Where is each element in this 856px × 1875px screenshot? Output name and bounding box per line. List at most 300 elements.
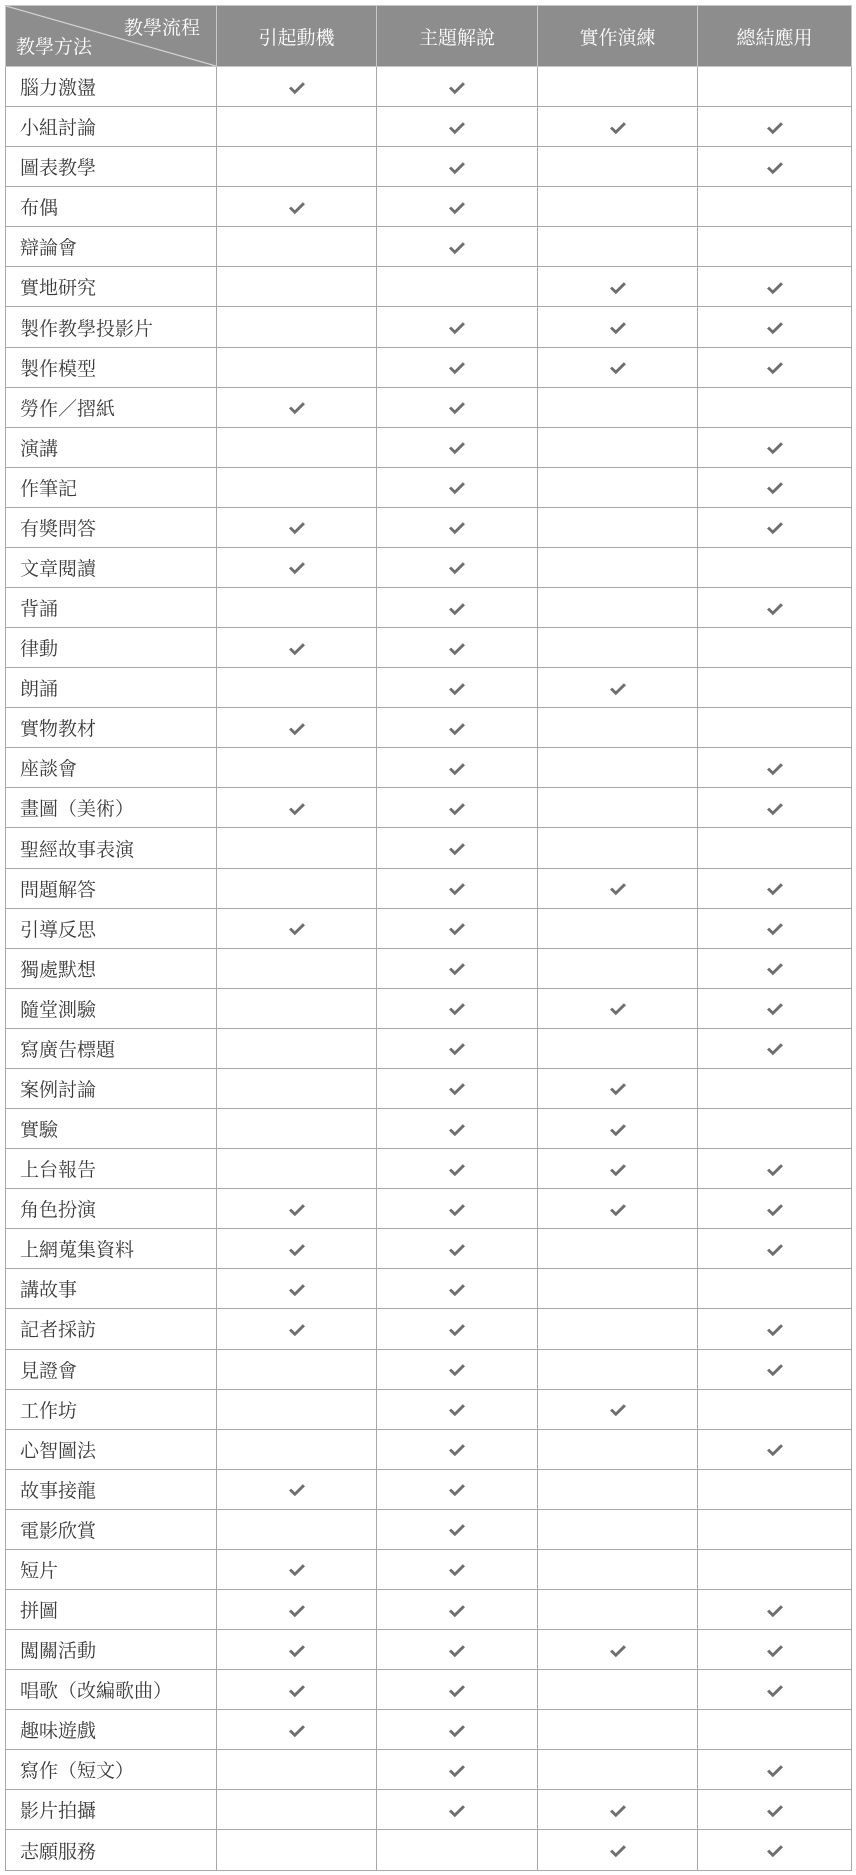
mark-cell-explanation <box>377 1028 538 1068</box>
mark-cell-motivation <box>217 1429 377 1469</box>
check-icon <box>766 602 784 616</box>
method-name: 小組討論 <box>6 107 217 147</box>
check-icon <box>766 281 784 295</box>
method-name: 電影欣賞 <box>6 1509 217 1549</box>
mark-cell-explanation <box>377 1429 538 1469</box>
method-name: 寫廣告標題 <box>6 1028 217 1068</box>
mark-cell-motivation <box>217 1509 377 1549</box>
check-icon <box>448 602 466 616</box>
check-icon <box>609 121 627 135</box>
method-name: 心智圖法 <box>6 1429 217 1469</box>
check-icon <box>288 1684 306 1698</box>
mark-cell-practice <box>538 227 698 267</box>
check-icon <box>766 481 784 495</box>
mark-cell-explanation <box>377 467 538 507</box>
mark-cell-application <box>698 1068 852 1108</box>
mark-cell-motivation <box>217 628 377 668</box>
mark-cell-explanation <box>377 628 538 668</box>
check-icon <box>288 521 306 535</box>
mark-cell-explanation <box>377 1389 538 1429</box>
method-name: 作筆記 <box>6 467 217 507</box>
mark-cell-explanation <box>377 868 538 908</box>
method-name: 講故事 <box>6 1269 217 1309</box>
table-row <box>6 708 852 748</box>
mark-cell-practice <box>538 708 698 748</box>
method-name: 上網蒐集資料 <box>6 1229 217 1269</box>
mark-cell-practice <box>538 267 698 307</box>
mark-cell-application <box>698 67 852 107</box>
table-row <box>6 1229 852 1269</box>
mark-cell-explanation <box>377 507 538 547</box>
check-icon <box>609 1002 627 1016</box>
check-icon <box>448 1203 466 1217</box>
table-row <box>6 1469 852 1509</box>
mark-cell-explanation <box>377 147 538 187</box>
mark-cell-explanation <box>377 1229 538 1269</box>
mark-cell-application <box>698 948 852 988</box>
check-icon <box>766 1764 784 1778</box>
method-name: 寫作（短文） <box>6 1750 217 1790</box>
mark-cell-explanation <box>377 227 538 267</box>
check-icon <box>448 882 466 896</box>
mark-cell-motivation <box>217 1469 377 1509</box>
mark-cell-application <box>698 1028 852 1068</box>
mark-cell-motivation <box>217 1630 377 1670</box>
check-icon <box>288 201 306 215</box>
mark-cell-explanation <box>377 307 538 347</box>
mark-cell-practice <box>538 1830 698 1871</box>
mark-cell-motivation <box>217 908 377 948</box>
check-icon <box>288 561 306 575</box>
method-name: 座談會 <box>6 748 217 788</box>
mark-cell-application <box>698 628 852 668</box>
table-row <box>6 1389 852 1429</box>
check-icon <box>609 1403 627 1417</box>
check-icon <box>609 1203 627 1217</box>
method-name: 製作教學投影片 <box>6 307 217 347</box>
mark-cell-practice <box>538 1109 698 1149</box>
mark-cell-application <box>698 1750 852 1790</box>
check-icon <box>766 1243 784 1257</box>
mark-cell-practice <box>538 467 698 507</box>
mark-cell-practice <box>538 387 698 427</box>
check-icon <box>766 802 784 816</box>
mark-cell-motivation <box>217 708 377 748</box>
mark-cell-motivation <box>217 788 377 828</box>
check-icon <box>288 1243 306 1257</box>
mark-cell-explanation <box>377 1469 538 1509</box>
check-icon <box>609 1804 627 1818</box>
check-icon <box>288 922 306 936</box>
mark-cell-explanation <box>377 547 538 587</box>
table-row <box>6 1149 852 1189</box>
mark-cell-application <box>698 267 852 307</box>
check-icon <box>609 1163 627 1177</box>
check-icon <box>448 121 466 135</box>
check-icon <box>448 1764 466 1778</box>
table-row <box>6 1589 852 1629</box>
mark-cell-explanation <box>377 708 538 748</box>
mark-cell-application <box>698 788 852 828</box>
table-row <box>6 1670 852 1710</box>
table-row <box>6 1189 852 1229</box>
check-icon <box>448 561 466 575</box>
mark-cell-application <box>698 868 852 908</box>
mark-cell-application <box>698 1309 852 1349</box>
check-icon <box>448 1684 466 1698</box>
method-name: 故事接龍 <box>6 1469 217 1509</box>
mark-cell-motivation <box>217 1109 377 1149</box>
check-icon <box>766 1844 784 1858</box>
mark-cell-application <box>698 1109 852 1149</box>
mark-cell-motivation <box>217 1790 377 1830</box>
check-icon <box>288 1724 306 1738</box>
mark-cell-application <box>698 547 852 587</box>
method-name: 有獎問答 <box>6 507 217 547</box>
mark-cell-explanation <box>377 387 538 427</box>
check-icon <box>448 1604 466 1618</box>
check-icon <box>448 1123 466 1137</box>
mark-cell-motivation <box>217 307 377 347</box>
check-icon <box>448 1323 466 1337</box>
mark-cell-motivation <box>217 1269 377 1309</box>
mark-cell-practice <box>538 1269 698 1309</box>
check-icon <box>288 722 306 736</box>
check-icon <box>609 882 627 896</box>
mark-cell-motivation <box>217 1028 377 1068</box>
mark-cell-explanation <box>377 1670 538 1710</box>
mark-cell-practice <box>538 507 698 547</box>
check-icon <box>766 121 784 135</box>
method-name: 上台報告 <box>6 1149 217 1189</box>
check-icon <box>448 441 466 455</box>
check-icon <box>766 1443 784 1457</box>
check-icon <box>448 1042 466 1056</box>
check-icon <box>766 1323 784 1337</box>
table-row <box>6 788 852 828</box>
check-icon <box>288 1323 306 1337</box>
mark-cell-application <box>698 908 852 948</box>
check-icon <box>448 1243 466 1257</box>
table-row <box>6 107 852 147</box>
check-icon <box>448 1483 466 1497</box>
mark-cell-explanation <box>377 187 538 227</box>
method-name: 拼圖 <box>6 1589 217 1629</box>
mark-cell-explanation <box>377 67 538 107</box>
method-name: 律動 <box>6 628 217 668</box>
check-icon <box>766 321 784 335</box>
check-icon <box>448 481 466 495</box>
mark-cell-application <box>698 1269 852 1309</box>
mark-cell-explanation <box>377 1710 538 1750</box>
mark-cell-motivation <box>217 67 377 107</box>
check-icon <box>448 1804 466 1818</box>
mark-cell-motivation <box>217 427 377 467</box>
method-name: 隨堂測驗 <box>6 988 217 1028</box>
mark-cell-application <box>698 147 852 187</box>
check-icon <box>766 361 784 375</box>
teaching-methods-table <box>5 5 852 1871</box>
method-name: 製作模型 <box>6 347 217 387</box>
check-icon <box>448 722 466 736</box>
phase-header-explanation: 主題解說 <box>377 6 538 67</box>
mark-cell-explanation <box>377 988 538 1028</box>
mark-cell-practice <box>538 1630 698 1670</box>
mark-cell-motivation <box>217 868 377 908</box>
mark-cell-practice <box>538 1670 698 1710</box>
mark-cell-application <box>698 988 852 1028</box>
mark-cell-practice <box>538 868 698 908</box>
check-icon <box>609 682 627 696</box>
mark-cell-practice <box>538 307 698 347</box>
method-name: 角色扮演 <box>6 1189 217 1229</box>
mark-cell-motivation <box>217 547 377 587</box>
mark-cell-application <box>698 1189 852 1229</box>
check-icon <box>766 521 784 535</box>
mark-cell-explanation <box>377 1068 538 1108</box>
mark-cell-motivation <box>217 1189 377 1229</box>
mark-cell-explanation <box>377 588 538 628</box>
mark-cell-practice <box>538 1549 698 1589</box>
mark-cell-application <box>698 1670 852 1710</box>
mark-cell-practice <box>538 427 698 467</box>
check-icon <box>766 1363 784 1377</box>
check-icon <box>766 762 784 776</box>
mark-cell-explanation <box>377 427 538 467</box>
mark-cell-application <box>698 1589 852 1629</box>
table-row <box>6 147 852 187</box>
mark-cell-practice <box>538 908 698 948</box>
check-icon <box>288 1563 306 1577</box>
check-icon <box>448 321 466 335</box>
check-icon <box>448 81 466 95</box>
check-icon <box>766 441 784 455</box>
mark-cell-explanation <box>377 267 538 307</box>
mark-cell-motivation <box>217 1389 377 1429</box>
mark-cell-motivation <box>217 147 377 187</box>
mark-cell-application <box>698 1710 852 1750</box>
table-row <box>6 267 852 307</box>
check-icon <box>448 1523 466 1537</box>
table-row <box>6 1830 852 1871</box>
table-row <box>6 1509 852 1549</box>
mark-cell-motivation <box>217 1710 377 1750</box>
mark-cell-motivation <box>217 1750 377 1790</box>
table-row <box>6 187 852 227</box>
check-icon <box>448 1283 466 1297</box>
mark-cell-explanation <box>377 788 538 828</box>
method-name: 問題解答 <box>6 868 217 908</box>
check-icon <box>448 1403 466 1417</box>
mark-cell-application <box>698 1389 852 1429</box>
mark-cell-application <box>698 1830 852 1871</box>
mark-cell-application <box>698 467 852 507</box>
mark-cell-practice <box>538 748 698 788</box>
mark-cell-practice <box>538 1710 698 1750</box>
mark-cell-explanation <box>377 1109 538 1149</box>
check-icon <box>448 1724 466 1738</box>
mark-cell-application <box>698 387 852 427</box>
table-row <box>6 1269 852 1309</box>
mark-cell-application <box>698 427 852 467</box>
check-icon <box>766 1604 784 1618</box>
table-row <box>6 868 852 908</box>
mark-cell-application <box>698 187 852 227</box>
check-icon <box>448 642 466 656</box>
check-icon <box>766 1042 784 1056</box>
mark-cell-explanation <box>377 1589 538 1629</box>
mark-cell-application <box>698 1229 852 1269</box>
mark-cell-motivation <box>217 988 377 1028</box>
table-row <box>6 1710 852 1750</box>
table-row <box>6 1549 852 1589</box>
check-icon <box>448 962 466 976</box>
mark-cell-motivation <box>217 1670 377 1710</box>
check-icon <box>288 1644 306 1658</box>
table-row <box>6 427 852 467</box>
check-icon <box>609 1644 627 1658</box>
method-name: 實物教材 <box>6 708 217 748</box>
mark-cell-explanation <box>377 828 538 868</box>
check-icon <box>448 1163 466 1177</box>
mark-cell-application <box>698 1790 852 1830</box>
table-row <box>6 507 852 547</box>
check-icon <box>448 241 466 255</box>
mark-cell-motivation <box>217 227 377 267</box>
table-row <box>6 67 852 107</box>
method-name: 背誦 <box>6 588 217 628</box>
mark-cell-practice <box>538 628 698 668</box>
mark-cell-motivation <box>217 748 377 788</box>
check-icon <box>288 81 306 95</box>
table-row <box>6 387 852 427</box>
mark-cell-practice <box>538 1149 698 1189</box>
mark-cell-practice <box>538 948 698 988</box>
check-icon <box>288 642 306 656</box>
check-icon <box>288 401 306 415</box>
mark-cell-practice <box>538 1790 698 1830</box>
method-name: 勞作／摺紙 <box>6 387 217 427</box>
check-icon <box>766 1203 784 1217</box>
table-row <box>6 1750 852 1790</box>
mark-cell-practice <box>538 788 698 828</box>
check-icon <box>609 321 627 335</box>
mark-cell-practice <box>538 668 698 708</box>
corner-label-method: 教學方法 <box>16 36 93 58</box>
mark-cell-application <box>698 668 852 708</box>
check-icon <box>448 361 466 375</box>
mark-cell-application <box>698 588 852 628</box>
check-icon <box>288 802 306 816</box>
check-icon <box>766 882 784 896</box>
check-icon <box>766 161 784 175</box>
method-name: 演講 <box>6 427 217 467</box>
check-icon <box>766 1163 784 1177</box>
corner-header-cell <box>6 6 217 67</box>
mark-cell-practice <box>538 1309 698 1349</box>
check-icon <box>448 401 466 415</box>
mark-cell-practice <box>538 1509 698 1549</box>
mark-cell-explanation <box>377 1269 538 1309</box>
mark-cell-motivation <box>217 347 377 387</box>
mark-cell-motivation <box>217 948 377 988</box>
mark-cell-explanation <box>377 948 538 988</box>
mark-cell-practice <box>538 1750 698 1790</box>
mark-cell-motivation <box>217 1229 377 1269</box>
method-name: 闖關活動 <box>6 1630 217 1670</box>
check-icon <box>766 922 784 936</box>
table-row <box>6 628 852 668</box>
method-name: 志願服務 <box>6 1830 217 1871</box>
mark-cell-application <box>698 1149 852 1189</box>
check-icon <box>288 1483 306 1497</box>
check-icon <box>609 1082 627 1096</box>
mark-cell-motivation <box>217 1589 377 1629</box>
method-name: 趣味遊戲 <box>6 1710 217 1750</box>
table-row <box>6 227 852 267</box>
mark-cell-practice <box>538 1068 698 1108</box>
mark-cell-practice <box>538 547 698 587</box>
header-row <box>6 6 852 67</box>
table-row <box>6 547 852 587</box>
mark-cell-motivation <box>217 1068 377 1108</box>
method-name: 文章閱讀 <box>6 547 217 587</box>
mark-cell-explanation <box>377 1830 538 1871</box>
mark-cell-application <box>698 1630 852 1670</box>
method-name: 圖表教學 <box>6 147 217 187</box>
mark-cell-explanation <box>377 1630 538 1670</box>
mark-cell-application <box>698 708 852 748</box>
table-row <box>6 1309 852 1349</box>
mark-cell-application <box>698 828 852 868</box>
mark-cell-practice <box>538 1429 698 1469</box>
check-icon <box>448 682 466 696</box>
check-icon <box>448 1563 466 1577</box>
method-name: 工作坊 <box>6 1389 217 1429</box>
check-icon <box>448 1644 466 1658</box>
check-icon <box>288 1283 306 1297</box>
mark-cell-explanation <box>377 347 538 387</box>
check-icon <box>609 1844 627 1858</box>
check-icon <box>448 201 466 215</box>
table-row <box>6 988 852 1028</box>
mark-cell-explanation <box>377 1309 538 1349</box>
table-row <box>6 828 852 868</box>
method-name: 腦力激盪 <box>6 67 217 107</box>
method-name: 實地研究 <box>6 267 217 307</box>
check-icon <box>609 281 627 295</box>
check-icon <box>448 1443 466 1457</box>
phase-header-practice: 實作演練 <box>538 6 698 67</box>
method-name: 畫圖（美術） <box>6 788 217 828</box>
mark-cell-motivation <box>217 467 377 507</box>
method-name: 聖經故事表演 <box>6 828 217 868</box>
mark-cell-application <box>698 1549 852 1589</box>
check-icon <box>766 962 784 976</box>
mark-cell-application <box>698 507 852 547</box>
mark-cell-motivation <box>217 1549 377 1589</box>
table-row <box>6 1349 852 1389</box>
mark-cell-motivation <box>217 1309 377 1349</box>
mark-cell-explanation <box>377 748 538 788</box>
mark-cell-explanation <box>377 1149 538 1189</box>
mark-cell-practice <box>538 1189 698 1229</box>
check-icon <box>448 521 466 535</box>
mark-cell-application <box>698 1349 852 1389</box>
table-row <box>6 748 852 788</box>
mark-cell-explanation <box>377 1189 538 1229</box>
table-row <box>6 588 852 628</box>
